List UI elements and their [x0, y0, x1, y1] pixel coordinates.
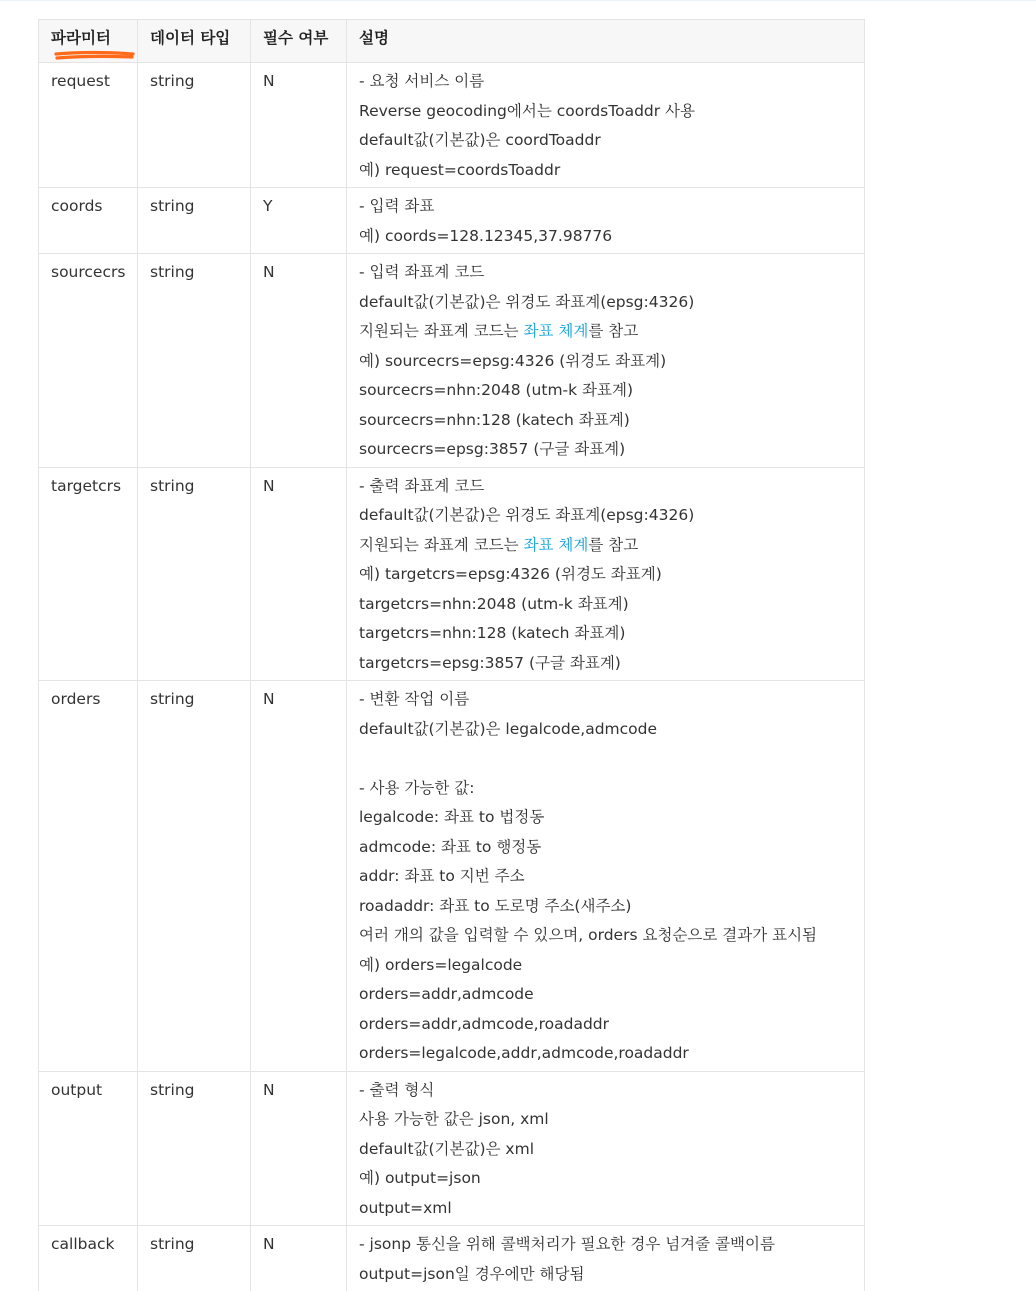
data-type-cell: string	[138, 63, 251, 188]
description-text: 지원되는 좌표계 코드는	[359, 536, 524, 554]
coordinate-system-link[interactable]: 좌표 체계	[524, 536, 589, 554]
description-line: 여러 개의 값을 입력할 수 있으며, orders 요청순으로 결과가 표시됨	[359, 921, 852, 951]
table-row	[39, 63, 865, 188]
description-line: - 입력 좌표계 코드	[359, 258, 852, 288]
description-text: 를 참고	[588, 322, 638, 340]
required-cell: N	[251, 467, 347, 681]
description-line: default값(기본값)은 legalcode,admcode	[359, 715, 852, 745]
description-line	[359, 531, 852, 561]
description-cell	[347, 467, 865, 681]
description-line: - 변환 작업 이름	[359, 685, 852, 715]
description-line: 사용 가능한 값은 json, xml	[359, 1105, 852, 1135]
parameter-table	[38, 19, 865, 1291]
description-line: - 출력 형식	[359, 1076, 852, 1106]
description-line: admcode: 좌표 to 행정동	[359, 833, 852, 863]
description-line: - 요청 서비스 이름	[359, 67, 852, 97]
description-cell	[347, 1226, 865, 1291]
description-line: targetcrs=nhn:128 (katech 좌표계)	[359, 619, 852, 649]
param-name-cell: orders	[39, 681, 138, 1072]
header-required: 필수 여부	[251, 20, 347, 63]
description-line: - 출력 좌표계 코드	[359, 472, 852, 502]
data-type-cell: string	[138, 254, 251, 468]
highlight-underline-mark	[53, 49, 137, 61]
table-row	[39, 467, 865, 681]
param-name-cell: targetcrs	[39, 467, 138, 681]
description-line: 예) orders=legalcode	[359, 951, 852, 981]
data-type-cell: string	[138, 188, 251, 254]
description-line: legalcode: 좌표 to 법정동	[359, 803, 852, 833]
header-description: 설명	[347, 20, 865, 63]
description-cell	[347, 681, 865, 1072]
description-cell	[347, 1071, 865, 1226]
description-cell	[347, 254, 865, 468]
required-cell: N	[251, 1071, 347, 1226]
table-row	[39, 681, 865, 1072]
description-line: 예) coords=128.12345,37.98776	[359, 222, 852, 252]
description-line: output=xml	[359, 1194, 852, 1224]
description-line: default값(기본값)은 xml	[359, 1135, 852, 1165]
description-line: - jsonp 통신을 위해 콜백처리가 필요한 경우 넘겨줄 콜백이름	[359, 1230, 852, 1260]
table-row	[39, 188, 865, 254]
description-text: 지원되는 좌표계 코드는	[359, 322, 524, 340]
description-line: 예) sourcecrs=epsg:4326 (위경도 좌표계)	[359, 347, 852, 377]
description-line: default값(기본값)은 위경도 좌표계(epsg:4326)	[359, 501, 852, 531]
table-row	[39, 1226, 865, 1291]
description-line: targetcrs=epsg:3857 (구글 좌표계)	[359, 649, 852, 679]
param-name-cell: output	[39, 1071, 138, 1226]
table-row	[39, 254, 865, 468]
required-cell: N	[251, 1226, 347, 1291]
description-line: default값(기본값)은 위경도 좌표계(epsg:4326)	[359, 288, 852, 318]
description-line: default값(기본값)은 coordToaddr	[359, 126, 852, 156]
header-data-type: 데이터 타입	[138, 20, 251, 63]
coordinate-system-link[interactable]: 좌표 체계	[524, 322, 589, 340]
description-line: - 입력 좌표	[359, 192, 852, 222]
description-line: orders=legalcode,addr,admcode,roadaddr	[359, 1039, 852, 1069]
param-name-cell: sourcecrs	[39, 254, 138, 468]
description-line: - 사용 가능한 값:	[359, 774, 852, 804]
param-name-cell: coords	[39, 188, 138, 254]
description-line: sourcecrs=nhn:2048 (utm-k 좌표계)	[359, 376, 852, 406]
header-parameter	[39, 20, 138, 63]
required-cell: N	[251, 681, 347, 1072]
table-header-row	[39, 20, 865, 63]
required-cell: Y	[251, 188, 347, 254]
data-type-cell: string	[138, 1226, 251, 1291]
required-cell: N	[251, 254, 347, 468]
data-type-cell: string	[138, 1071, 251, 1226]
table-body	[39, 63, 865, 1291]
description-line: Reverse geocoding에서는 coordsToaddr 사용	[359, 97, 852, 127]
description-line: output=json일 경우에만 해당됨	[359, 1260, 852, 1290]
description-line: orders=addr,admcode	[359, 980, 852, 1010]
header-parameter-label: 파라미터	[51, 29, 111, 47]
param-name-cell: request	[39, 63, 138, 188]
description-line	[359, 744, 852, 774]
data-type-cell: string	[138, 681, 251, 1072]
data-type-cell: string	[138, 467, 251, 681]
description-text: 를 참고	[588, 536, 638, 554]
description-line: orders=addr,admcode,roadaddr	[359, 1010, 852, 1040]
description-line: 예) targetcrs=epsg:4326 (위경도 좌표계)	[359, 560, 852, 590]
description-line: sourcecrs=nhn:128 (katech 좌표계)	[359, 406, 852, 436]
description-cell	[347, 188, 865, 254]
description-line: addr: 좌표 to 지번 주소	[359, 862, 852, 892]
description-line: roadaddr: 좌표 to 도로명 주소(새주소)	[359, 892, 852, 922]
description-line: 예) request=coordsToaddr	[359, 156, 852, 186]
description-line: sourcecrs=epsg:3857 (구글 좌표계)	[359, 435, 852, 465]
description-cell	[347, 63, 865, 188]
param-name-cell: callback	[39, 1226, 138, 1291]
top-divider	[0, 0, 1036, 1]
description-line: 예) output=json	[359, 1164, 852, 1194]
required-cell: N	[251, 63, 347, 188]
table-row	[39, 1071, 865, 1226]
description-line: targetcrs=nhn:2048 (utm-k 좌표계)	[359, 590, 852, 620]
description-line	[359, 317, 852, 347]
